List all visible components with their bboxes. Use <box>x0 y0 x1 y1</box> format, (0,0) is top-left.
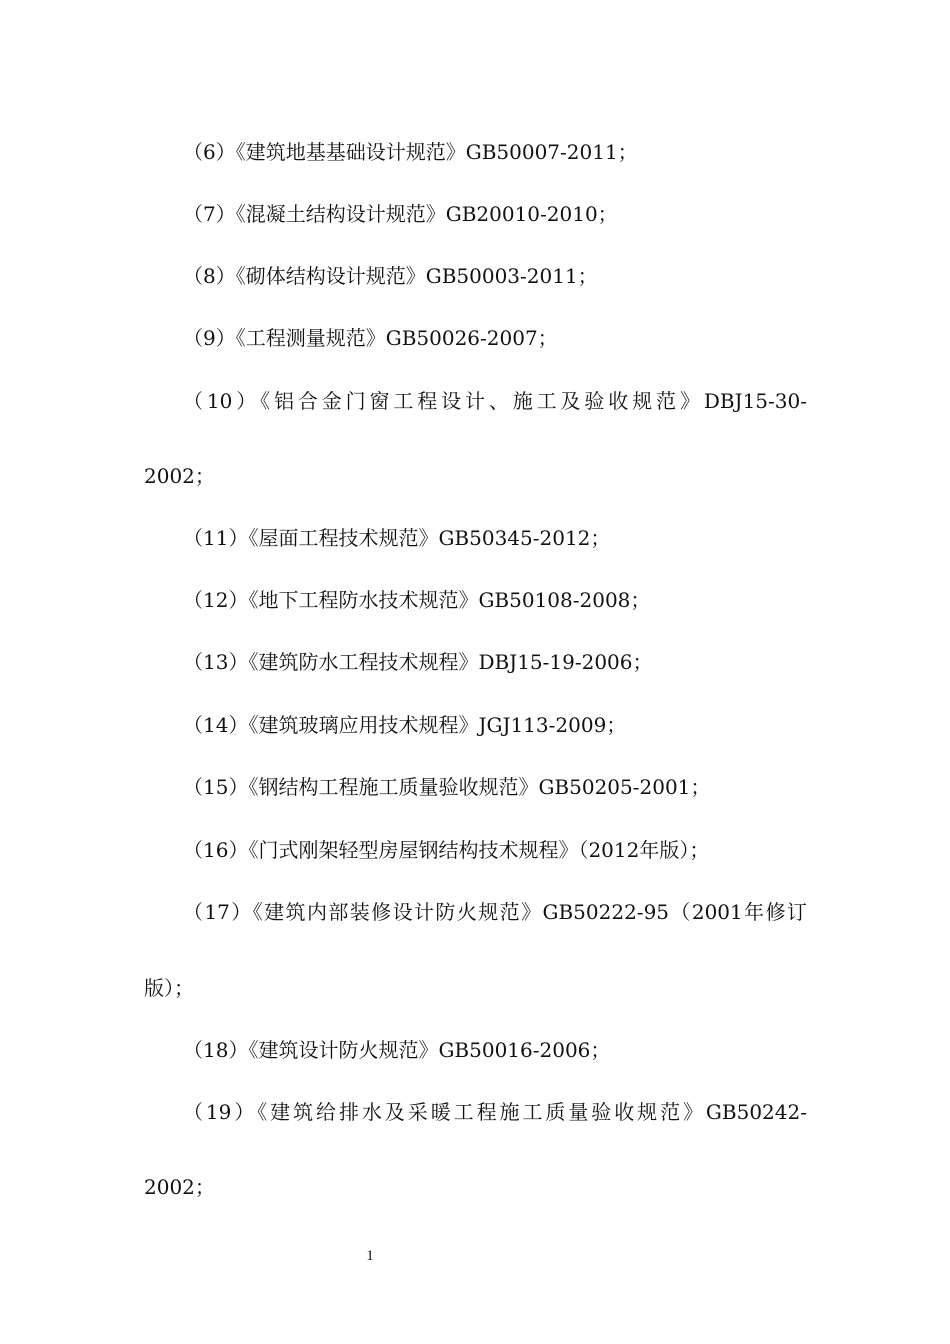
reference-item-14: （14）《建筑玻璃应用技术规程》JGJ113-2009； <box>183 713 627 737</box>
reference-item-17: （17）《建筑内部装修设计防火规范》GB50222-95（2001年修订 <box>183 900 807 924</box>
reference-item-12: （12）《地下工程防水技术规范》GB50108-2008； <box>183 588 651 612</box>
reference-item-7: （7）《混凝土结构设计规范》GB20010-2010； <box>183 202 618 226</box>
reference-item-9: （9）《工程测量规范》GB50026-2007； <box>183 326 558 350</box>
reference-item-16: （16）《门式刚架轻型房屋钢结构技术规程》（2012年版）； <box>183 838 710 862</box>
reference-item-19: （19）《建筑给排水及采暖工程施工质量验收规范》GB50242- <box>183 1100 807 1124</box>
reference-item-10-continuation: 2002； <box>144 464 215 488</box>
reference-item-19-continuation: 2002； <box>144 1175 215 1199</box>
reference-item-8: （8）《砌体结构设计规范》GB50003-2011； <box>183 264 598 288</box>
reference-item-6: （6）《建筑地基基础设计规范》GB50007-2011； <box>183 140 638 164</box>
reference-item-13: （13）《建筑防水工程技术规程》DBJ15-19-2006； <box>183 650 653 674</box>
reference-item-15: （15）《钢结构工程施工质量验收规范》GB50205-2001； <box>183 775 711 799</box>
page-number: 1 <box>366 1248 374 1264</box>
reference-item-11: （11）《屋面工程技术规范》GB50345-2012； <box>183 526 611 550</box>
reference-item-17-continuation: 版）； <box>144 976 194 1000</box>
reference-item-10: （10）《铝合金门窗工程设计、施工及验收规范》DBJ15-30- <box>183 389 807 413</box>
reference-item-18: （18）《建筑设计防火规范》GB50016-2006； <box>183 1038 611 1062</box>
